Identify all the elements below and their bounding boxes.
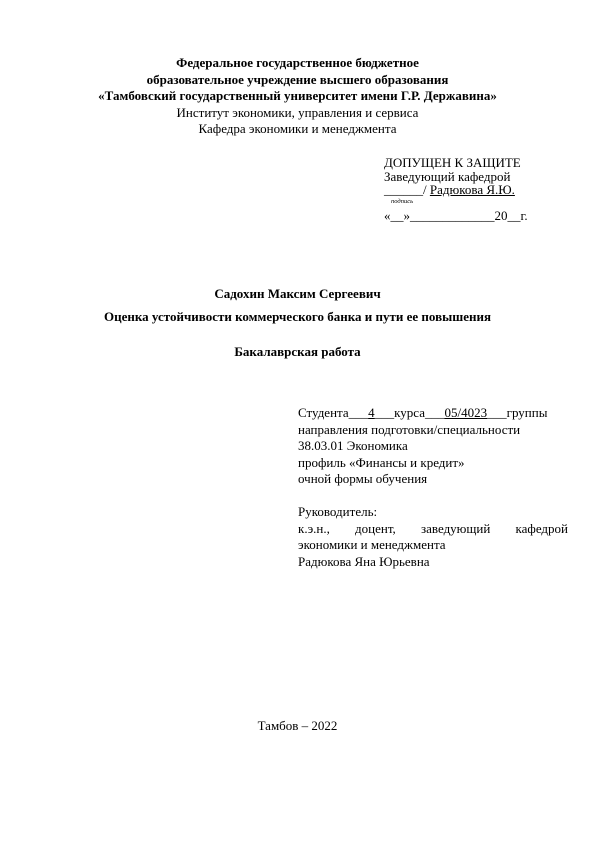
header-line-3: «Тамбовский государственный университет имени Г.Р. Державина» bbox=[98, 88, 497, 103]
course-gap-after: ___ bbox=[374, 405, 395, 420]
course-gap-before: ___ bbox=[348, 405, 369, 420]
header-line-5: Кафедра экономики и менеджмента bbox=[198, 121, 397, 136]
profile-line: профиль «Финансы и кредит» bbox=[298, 454, 465, 470]
approval-title: ДОПУЩЕН К ЗАЩИТЕ bbox=[384, 155, 521, 170]
course-number: 4 bbox=[368, 405, 375, 420]
supervisor-word: заведующий bbox=[421, 520, 491, 536]
author-name: Садохин Максим Сергеевич bbox=[214, 286, 381, 301]
study-form-line: очной формы обучения bbox=[298, 471, 428, 486]
approval-date-line: «__»_____________20__г. bbox=[384, 207, 528, 223]
spacer bbox=[298, 488, 568, 505]
header-line-4: Институт экономики, управления и сервиса bbox=[176, 104, 419, 120]
course-label: курса bbox=[394, 405, 425, 420]
specialty-line: 38.03.01 Экономика bbox=[298, 438, 408, 453]
approval-role: Заведующий кафедрой bbox=[384, 168, 511, 184]
supervisor-position-line bbox=[298, 521, 568, 538]
signature-blank: ______ bbox=[384, 182, 423, 197]
group-gap-before: ___ bbox=[425, 405, 445, 420]
group-number: 05/4023 bbox=[444, 405, 488, 420]
direction-line: направления подготовки/специальности bbox=[298, 421, 521, 437]
signature-slash: / bbox=[423, 182, 430, 197]
thesis-title: Оценка устойчивости коммерческого банка и пути ее повышения bbox=[103, 309, 492, 324]
group-label: группы bbox=[506, 405, 548, 420]
student-block bbox=[298, 405, 568, 570]
supervisor-word: кафедрой bbox=[515, 520, 568, 536]
city-year: Тамбов – 2022 bbox=[257, 718, 338, 733]
department-head-name: Радюкова Я.Ю. bbox=[429, 182, 515, 197]
supervisor-word: к.э.н., bbox=[298, 520, 330, 536]
student-course-group-line bbox=[298, 405, 568, 422]
student-label: Студента bbox=[298, 405, 349, 420]
supervisor-word: доцент, bbox=[355, 520, 396, 536]
group-gap-after: ___ bbox=[487, 405, 507, 420]
header-line-2: образовательное учреждение высшего образования bbox=[146, 71, 449, 87]
supervisor-name: Радюкова Яна Юрьевна bbox=[298, 553, 430, 569]
supervisor-label: Руководитель: bbox=[298, 504, 378, 519]
approval-block bbox=[384, 156, 584, 222]
work-type: Бакалаврская работа bbox=[234, 344, 361, 359]
supervisor-position-cont: экономики и менеджмента bbox=[298, 537, 446, 552]
header-line-1: Федеральное государственное бюджетное bbox=[176, 55, 419, 70]
approval-signature-line bbox=[384, 183, 584, 197]
signature-hint: подпись bbox=[391, 197, 414, 205]
institution-header bbox=[0, 55, 595, 138]
